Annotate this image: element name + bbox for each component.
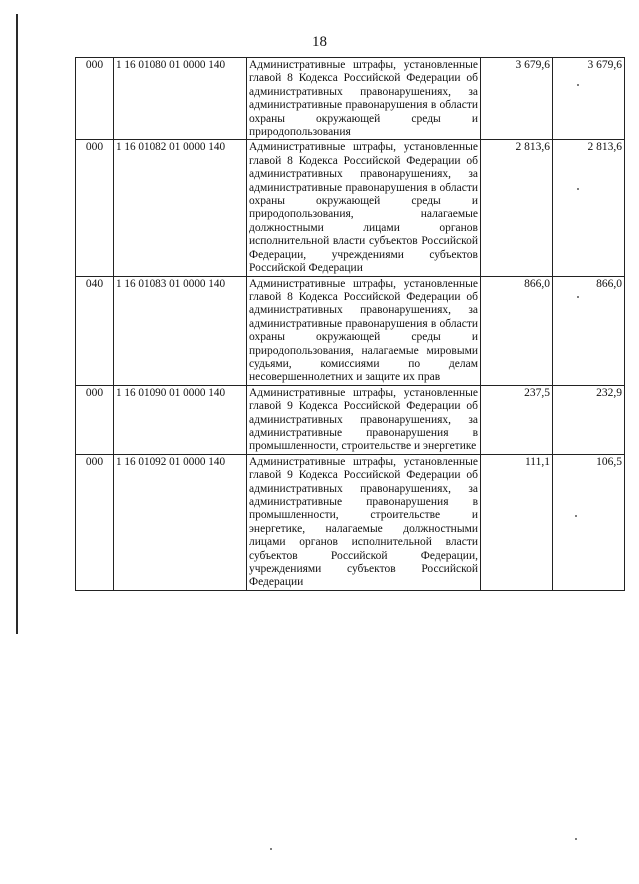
scan-speck [577,84,579,86]
admin-code-cell: 000 [76,385,114,454]
budget-code-cell: 1 16 01080 01 0000 140 [114,58,247,140]
budget-code-cell: 1 16 01090 01 0000 140 [114,385,247,454]
page-number: 18 [312,34,327,50]
scan-speck [577,296,579,298]
revenue-name-cell: Административные штрафы, установленные главой 8 Кодекса Российской Федерации об административных правонарушениях, за административные правонарушения в области охраны окружающей среды и природопользования, налагаемые мировыми судьями, комиссиями по делам несовершеннолетних и защите их прав [247,276,481,385]
executed-amount-cell: 106,5 [553,454,625,590]
admin-code-cell: 000 [76,140,114,276]
admin-code-cell: 040 [76,276,114,385]
table-row [76,385,625,454]
scan-margin-line [16,14,18,634]
revenue-name-cell: Административные штрафы, установленные главой 8 Кодекса Российской Федерации об административных правонарушениях, за административные правонарушения в области охраны окружающей среды и природопользования, налагаемые должностными лицами органов исполнительной власти субъектов Российской Федерации, учреждениями субъектов Российской Федерации [247,140,481,276]
scan-speck [575,838,577,840]
approved-amount-cell: 3 679,6 [481,58,553,140]
executed-amount-cell: 866,0 [553,276,625,385]
revenue-name-cell: Административные штрафы, установленные главой 8 Кодекса Российской Федерации об административных правонарушениях, за административные правонарушения в области охраны окружающей среды и природопользования [247,58,481,140]
table-row [76,140,625,276]
budget-code-cell: 1 16 01092 01 0000 140 [114,454,247,590]
table-row [76,454,625,590]
revenue-name-cell: Административные штрафы, установленные главой 9 Кодекса Российской Федерации об административных правонарушениях, за административные правонарушения в промышленности, строительстве и энергетике, налагаемые должностными лицами органов исполнительной власти субъектов Российской Федерации, учреждениями субъектов Российской Федерации [247,454,481,590]
admin-code-cell: 000 [76,58,114,140]
budget-code-cell: 1 16 01082 01 0000 140 [114,140,247,276]
executed-amount-cell: 2 813,6 [553,140,625,276]
executed-amount-cell: 3 679,6 [553,58,625,140]
revenue-name-cell: Административные штрафы, установленные главой 9 Кодекса Российской Федерации об административных правонарушениях, за административные правонарушения в промышленности, строительстве и энергетике [247,385,481,454]
approved-amount-cell: 237,5 [481,385,553,454]
budget-revenue-table [75,57,625,591]
scan-speck [270,848,272,850]
executed-amount-cell: 232,9 [553,385,625,454]
admin-code-cell: 000 [76,454,114,590]
approved-amount-cell: 111,1 [481,454,553,590]
table-row [76,276,625,385]
scan-speck [575,515,577,517]
scan-speck [577,188,579,190]
table-row [76,58,625,140]
budget-code-cell: 1 16 01083 01 0000 140 [114,276,247,385]
approved-amount-cell: 866,0 [481,276,553,385]
approved-amount-cell: 2 813,6 [481,140,553,276]
